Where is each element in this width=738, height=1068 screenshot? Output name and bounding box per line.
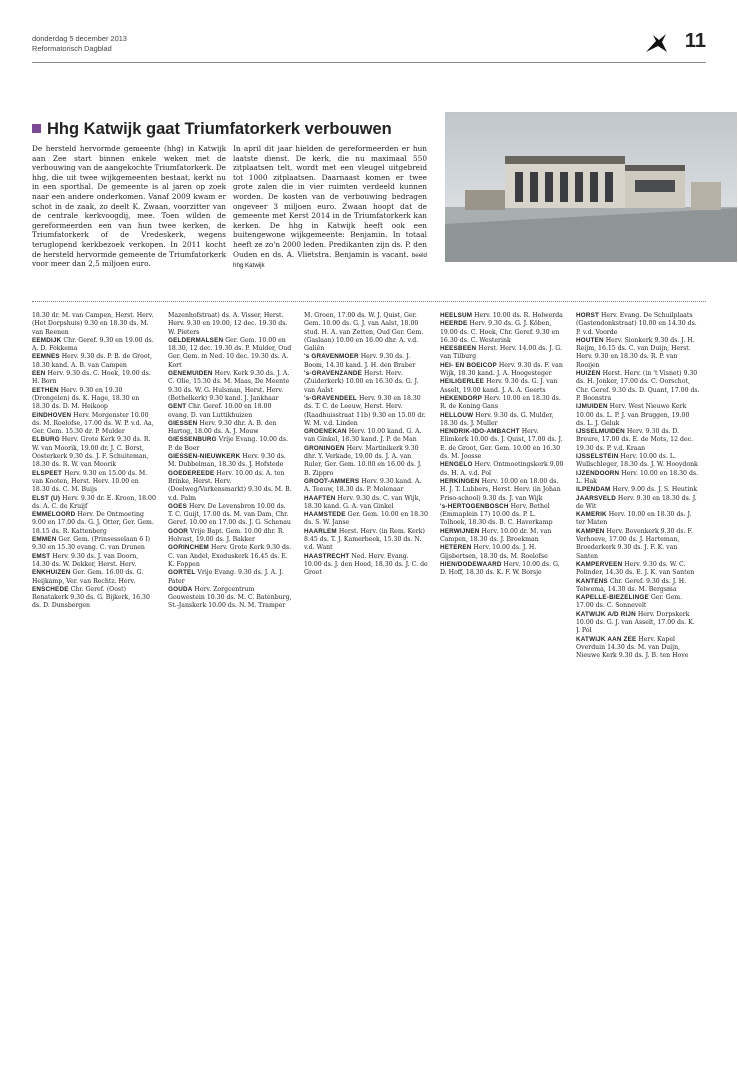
place-name: GELDERMALSEN <box>168 336 224 344</box>
church-rendering-photo <box>445 112 737 262</box>
service-details: Herv. 9.30 ds. J. Boom, 14.30 kand. J. H. den Braber <box>304 353 416 369</box>
listing-column-4 <box>440 312 564 1062</box>
place-name: 's-HERTOGENBOSCH <box>440 502 509 510</box>
section-divider <box>32 301 706 302</box>
service-details: Herv. De Levensbron 10.00 ds. T. C. Guijt, 17.00 ds. M. van Dam, Chr. Geref. 10.00 en 17.00 ds. J. G. Schenau <box>168 502 291 527</box>
service-details: Herv. 9.30 kand. A. A. Teeuw, 18.30 ds. P. Molenaar <box>304 477 422 494</box>
listing-entry <box>576 337 700 370</box>
place-name: HENGELO <box>440 461 473 469</box>
listing-entry <box>304 528 428 553</box>
listing-entry <box>440 320 564 345</box>
listing-entry <box>168 503 292 528</box>
listing-entry <box>440 544 564 561</box>
headline-text: Hhg Katwijk gaat Triumfatorkerk verbouwen <box>47 120 392 138</box>
church-service-listings <box>32 312 707 1062</box>
place-name: GOUDA <box>168 585 193 593</box>
place-name: GIESSENBURG <box>168 436 217 444</box>
service-details: Herv. 9.30 ds. P. B. de Groot, 18.30 kand. A. B. van Campen <box>32 353 153 369</box>
place-name: HERKINGEN <box>440 477 480 485</box>
place-name: KAMPEN <box>576 527 605 535</box>
listing-entry <box>440 378 564 395</box>
place-name: HORST <box>576 312 600 319</box>
listing-entry <box>576 428 700 453</box>
listing-entry <box>440 412 564 429</box>
place-name: EEN <box>32 370 46 378</box>
listing-entry <box>32 337 156 354</box>
service-details: M. Groen, 17.00 ds. W. J. Quist, Ger. Gem. 10.00 ds. G. J. van Aalst, 18.00 stud. H. A. van Zetten, Oud Ger. Gem. (Gaslaan) 10.00 en 16.00 dhr. A. v.d. Galiën <box>304 312 424 353</box>
place-name: KAMERIK <box>576 511 607 519</box>
news-article <box>32 120 712 295</box>
newspaper-name: Reformatorisch Dagblad <box>32 44 112 53</box>
listing-entry <box>32 353 156 370</box>
place-name: HENDRIK-IDO-AMBACHT <box>440 428 520 436</box>
service-details: Herv. Bovenkerk 9.30 ds. F. Verhoeve, 17.00 ds. J. Harteman, Broederkerk 9.30 ds. J. F. K. van Santen <box>576 527 693 560</box>
place-name: HEILIGERLEE <box>440 378 485 386</box>
listing-entry <box>32 569 156 586</box>
listing-entry <box>440 503 564 528</box>
place-name: GORTEL <box>168 569 196 577</box>
service-details: Herv. 10.00 dr. M. van Campen, 18.30 ds. J. Broekman <box>440 527 552 544</box>
listing-entry <box>576 495 700 512</box>
service-details: Herv. Grote Kerk 9.30 ds. C. van Andel, Exoduskerk 16.45 ds. E. K. Foppen <box>168 544 292 568</box>
service-details: Herv. 10.00 ds. R. Holwerda <box>474 312 563 319</box>
service-details: Herst. Herv. (in 't Visnet) 9.30 ds. H. Jonker, 17.00 ds. C. Oorschot, Chr. Geref. 9.30 ds. D. Quant, 17.00 ds. P. Boonstra <box>576 370 700 402</box>
listing-entry <box>576 561 700 578</box>
service-details: Herv. 9.30 ds. F. van Wijk, 18.30 kand. J. A. Hoogesteger <box>440 361 563 378</box>
place-name: ENKHUIZEN <box>32 569 71 577</box>
place-name: ELSPEET <box>32 469 63 477</box>
header-rule <box>32 62 706 63</box>
listing-entry <box>576 470 700 487</box>
listing-entry <box>168 436 292 453</box>
service-details: Herv. 10.00 en 18.30 ds. L. Hak <box>576 469 699 485</box>
place-name: HAAMSTEDE <box>304 511 346 519</box>
place-name: GROOT-AMMERS <box>304 477 360 485</box>
service-details: Herv. 9.30 en 18.30 ds. T. C. de Leeuw, Herst. Herv. (Raadhuisstraat 11b) 9.30 en 15.00 dr. W. M. v.d. Linden <box>304 394 426 427</box>
service-details: Ger. Gem. (Prinsesselaan 6 I) 9.30 en 15.30 evang. C. van Drunen <box>32 536 151 552</box>
service-details: Herv. 10.00 ds. G. D. Hoff, 18.30 ds. K. F. W. Borsje <box>440 560 560 577</box>
place-name: IJSSELMUIDEN <box>576 428 625 436</box>
place-name: 's-GRAVENZANDE <box>304 370 363 378</box>
listing-entry <box>576 511 700 528</box>
place-name: ILPENDAM <box>576 486 611 494</box>
service-details: Herv. De Ontmoeting 9.00 en 17.00 ds. G. J. Otter, Ger. Gem. 18.15 ds. R. Kattenberg <box>32 511 154 535</box>
service-details: Herv. Grote Kerk 9.30 ds. R. W. van Moorik, 19.00 dr. J. C. Borst, Oosterkerk 9.30 ds. J. F. Schuiteman, 18.30 ds. R. W. van Moorik <box>32 436 151 469</box>
place-name: HEERDE <box>440 320 468 328</box>
newspaper-logo-icon <box>644 32 668 54</box>
service-details: Herv. 10.00 en 18.30 ds. J. ter Maten <box>576 511 692 527</box>
place-name: KAPELLE-BIEZELINGE <box>576 594 649 602</box>
listing-entry <box>576 403 700 428</box>
listing-entry <box>576 370 700 403</box>
article-column-2-text: In april dit jaar hielden de gereformeerden er hun laatste dienst. De kerk, die nu maximaal 550 zitplaatsen telt, wordt met een vleugel uitgebreid tot 1000 zitplaatsen. Daarnaast komen er twee grote zalen die in vier ruimten verdeeld kunnen worden. De kosten van de verbouwing bedragen ongeveer 3 miljoen euro. Zwaan hoopt dat de gemeente met Kerst 2014 in de Triumfatorkerk kan kerken. De hhg in Katwijk heeft ook een buitengewone wijkgemeente: Benjamin. In totaal heeft ze zo'n 2000 leden. Predikanten zijn ds. P. den Ouden en ds. A. Vlietstra. Benjamin is vacant. <box>233 144 427 259</box>
service-details: Mazenhofstraat) ds. A. Visser, Herst. Herv. 9.30 en 19.00, 12 dec. 19.30 ds. W. Pieters <box>168 312 288 336</box>
place-name: GENT <box>168 403 187 411</box>
service-details: 18.30 dr. M. van Campen, Herst. Herv. (Het Dorpshuis) 9.30 en 18.30 ds. M. van Reenen <box>32 312 154 336</box>
service-details: Herv. 9.30 ds. C. van Wijk, 18.30 kand. G. A. van Ginkel <box>304 494 421 510</box>
service-details: Herst. Herv. 14.00 ds. J. G. van Tilburg <box>440 345 562 361</box>
service-details: Vrije Evang. 10.00 ds. P. de Boer <box>168 436 289 452</box>
service-details: Ger. Gem. 17.00 ds. C. Sonnevelt <box>576 594 683 610</box>
listing-entry <box>32 412 156 437</box>
place-name: EMMELOORD <box>32 511 76 519</box>
service-details: Herv. Evang. De Schuilplaats (Gastendonkstraat) 10.00 en 14.30 ds. P. v.d. Voorde <box>576 312 697 336</box>
listing-entry <box>168 528 292 545</box>
service-details: Ned. Herv. Evang. 10.00 ds. J. den Hoed, 18.30 ds. J. C. de Groot <box>304 552 428 577</box>
listing-entry <box>576 453 700 470</box>
listing-column-5 <box>576 312 700 1062</box>
service-details: Herv. Elimkerk 10.00 ds. J. Quist, 17.00 ds. J. E. de Groot, Ger. Gem. 10.00 en 16.30 ds. M. Joosse <box>440 428 563 461</box>
listing-column-1 <box>32 312 156 1062</box>
service-details: Ger. Gem. 10.00 en 18.30 ds. S. W. Janse <box>304 511 428 527</box>
listing-entry <box>32 312 156 337</box>
service-details: Herst. Herv. (in Rem. Kerk) 8.45 ds. T. J. Kamerbeek, 15.30 ds. N. v.d. Want <box>304 527 425 552</box>
listing-entry <box>576 594 700 611</box>
service-details: Herv. 9.30 en 18.30 ds. J. de Wit <box>576 494 697 510</box>
listing-entry <box>304 428 428 445</box>
service-details: Chr. Geref. 9.30 en 19.00 ds. A. D. Fokkema <box>32 336 154 353</box>
listing-entry <box>304 478 428 495</box>
place-name: HOUTEN <box>576 336 604 344</box>
service-details: Herv. 9.00 ds. J. S. Heutink <box>612 486 698 494</box>
service-details: Herv. Sionkerk 9.30 ds. J. H. Reijm, 16.15 ds. C. van Duijn, Herst. Herv. 9.30 en 18.30 ds. R. P. van Rooijen <box>576 336 695 369</box>
service-details: Herv. 10.00 ds. A. ten Brinke, Herst. Herv. (Doelweg/Varkensmarkt) 9.30 ds. M. B. v.d. Palm <box>168 469 292 502</box>
listing-entry <box>304 511 428 528</box>
place-name: KATWIJK AAN ZEE <box>576 635 637 643</box>
photo-credit: beeld hhg Katwijk <box>233 251 427 270</box>
place-name: HEELSUM <box>440 312 473 319</box>
place-name: GROENEKAN <box>304 428 347 436</box>
service-details: Chr. Geref. 9.30 ds. J. H. Telwema, 14.30 ds. M. Bergsma <box>576 577 687 593</box>
place-name: EMMEN <box>32 536 57 544</box>
listing-entry <box>440 478 564 503</box>
listing-entry <box>168 312 292 337</box>
service-details: Herv. 10.00 kand. G. A. van Ginkel, 18.30 kand. J. P. de Man <box>304 428 422 444</box>
service-details: Herv. 9.30 ds. M. Dubbelman, 18.30 ds. J. Hofstede <box>168 453 286 469</box>
service-details: Herv. 10.00 ds. J. H. Gijsbertsen, 18.30 ds. M. Roelofse <box>440 544 548 560</box>
place-name: HERWIJNEN <box>440 527 480 535</box>
listing-entry <box>32 470 156 495</box>
listing-entry <box>32 387 156 412</box>
service-details: Herv. Dorpskerk 10.00 ds. G. J. van Asselt, 17.00 ds. K. J. Pol <box>576 610 695 635</box>
place-name: HAARLEM <box>304 527 337 535</box>
listing-entry <box>440 362 564 379</box>
service-details: Herv. 9.30 ds. J. van Doorn, 14.30 ds. W. Dekker, Herst. Herv. <box>32 552 139 568</box>
service-details: Herv. 9.30 ds. C. Hoek, 19.00 ds. H. Born <box>32 370 151 386</box>
place-name: GIESSEN <box>168 419 198 427</box>
article-headline <box>32 120 392 139</box>
listing-entry <box>576 528 700 561</box>
listing-column-3 <box>304 312 428 1062</box>
service-details: Herv. Kapel Overduin 14.30 ds. M. van Duijn, Nieuwe Kerk 9.30 ds. J. B. ten Hove <box>576 635 689 660</box>
service-details: Herv. Martinikerk 9.30 dhr. Y. Verkade, 19.00 ds. J. A. van Ruler, Ger. Gem. 10.00 en 16.00 ds. J. B. Zippro <box>304 444 422 477</box>
listing-entry <box>304 353 428 370</box>
listing-entry <box>32 553 156 570</box>
service-details: Herv. 10.00 ds. L. Wullschleger, 18.30 ds. J. W. Hooydonk <box>576 453 698 469</box>
service-details: Herst. Herv. (Zuiderkerk) 10.00 en 16.30 ds. G. J. van Aalst <box>304 370 419 394</box>
place-name: HEESBEEN <box>440 345 477 353</box>
place-name: KAMPERVEEN <box>576 560 623 568</box>
service-details: Herv. 9.30 en 15.00 ds. M. van Kooten, Herst. Herv. 10.00 en 18.30 ds. C. M. Buijs <box>32 469 148 494</box>
listing-entry <box>32 511 156 536</box>
service-details: Herv. 9.30 ds. G. J. van Asselt, 19.00 kand. J. A. A. Geerts <box>440 378 558 394</box>
service-details: Herv. Zorgcentrum Gouwestein 10.30 ds. M. C. Batenburg, St.-Janskerk 10.00 ds. N. M. Tramper <box>168 585 292 610</box>
listing-entry <box>440 345 564 362</box>
listing-entry <box>168 403 292 420</box>
listing-entry <box>440 395 564 412</box>
place-name: KANTENS <box>576 577 608 585</box>
listing-entry <box>576 636 700 661</box>
service-details: Herv. 10.00 en 18.30 ds. R. de Koning Gans <box>440 394 561 411</box>
listing-entry <box>304 495 428 512</box>
listing-entry <box>168 453 292 470</box>
place-name: GIESSEN-NIEUWKERK <box>168 453 241 461</box>
listing-entry <box>576 312 700 337</box>
service-details: Vrije Evang. 9.30 ds. J. A. J. Pater <box>168 569 284 585</box>
place-name: HAASTRECHT <box>304 552 350 560</box>
listing-entry <box>576 486 700 494</box>
place-name: EEMNES <box>32 353 60 361</box>
place-name: HAAFTEN <box>304 494 336 502</box>
place-name: GOES <box>168 502 187 510</box>
page-header <box>32 30 706 64</box>
listing-entry <box>32 586 156 611</box>
place-name: GOOR <box>168 527 189 535</box>
service-details: Herv. Kerk 9.30 ds. J. A. C. Olie, 15.30 ds. M. Maas, De Meente 9.30 ds. W. G. Hulsman, Herst. Herv. (Bethelkerk) 9.30 kand. J. Jankhaar <box>168 370 290 402</box>
place-name: GRONINGEN <box>304 444 345 452</box>
place-name: HIEN/DODEWAARD <box>440 560 502 568</box>
listing-entry <box>576 611 700 636</box>
place-name: IJMUIDEN <box>576 403 608 411</box>
place-name: ENSCHEDE <box>32 585 69 593</box>
listing-entry <box>32 436 156 469</box>
listing-entry <box>304 395 428 428</box>
place-name: HELLOUW <box>440 411 474 419</box>
place-name: EEMDIJK <box>32 336 62 344</box>
service-details: Herv. 9.30 ds. G. Mulder, 18.30 ds. J. Muller <box>440 411 554 427</box>
service-details: Herv. 9.30 ds. G. J. Köben, 19.00 ds. C. Hoek, Chr. Geref. 9.30 en 16.30 ds. C. Westerink <box>440 320 560 344</box>
listing-entry <box>168 586 292 611</box>
listing-entry <box>168 470 292 503</box>
place-name: IJZENDOORN <box>576 469 620 477</box>
listing-entry <box>32 495 156 512</box>
service-details: Herv. 9.30 en 19.30 (Drongelen) ds. K. Hage, 18.30 en 18.30 ds. D. M. Heikoop <box>32 386 140 411</box>
place-name: 's-GRAVENDEEL <box>304 394 357 402</box>
service-details: Chr. Geref. (Oost) Renatakerk 9.30 ds. G. Bijkerk, 16.30 ds. D. Dunsbergen <box>32 585 150 610</box>
place-name: GOEDEREEDE <box>168 469 215 477</box>
listing-entry <box>32 536 156 553</box>
place-name: IJSSELSTEIN <box>576 453 619 461</box>
listing-entry <box>304 553 428 578</box>
listing-entry <box>440 312 564 320</box>
service-details: Herv. 9.30 dhr. A. B. den Hartog, 18.00 ds. A. J. Mouw <box>168 419 277 436</box>
listing-entry <box>32 370 156 387</box>
listing-entry <box>440 461 564 478</box>
place-name: GORINCHEM <box>168 544 209 552</box>
service-details: Herv. Morgenster 10.00 ds. M. Roelofse, 17.00 ds. W. P. v.d. Aa, Ger. Gem. 15.30 dr. P. Mulder <box>32 411 154 436</box>
service-details: Herv. 9.30 dr. E. Kroon, 18.00 ds. A. C. de Kruijf <box>32 494 156 510</box>
listing-entry <box>168 370 292 403</box>
listing-entry <box>440 561 564 578</box>
service-details: Herv. Ontmoetingskerk 9.00 ds. H. A. v.d. Pol <box>440 461 564 477</box>
place-name: HEKENDORP <box>440 394 483 402</box>
service-details: Herv. 9.30 ds. W. C. Polinder, 14.30 ds. E. J. K. van Santen <box>576 560 695 577</box>
place-name: EINDHOVEN <box>32 411 72 419</box>
place-name: EMST <box>32 552 51 560</box>
service-details: Herv. Bethel (Emmaplein 17) 10.00 ds. P. L. Tolhoek, 18.30 ds. B. C. Haverkamp <box>440 502 553 527</box>
listing-column-2 <box>168 312 292 1062</box>
listing-entry <box>168 544 292 569</box>
listing-entry <box>304 445 428 478</box>
place-name: JAARSVELD <box>576 494 616 502</box>
service-details: Herv. West Nieuwe Kerk 10.00 ds. L. P. J. van Bruggen, 19.00 ds. L. J. Geluk <box>576 403 690 427</box>
page-number: 11 <box>684 30 706 52</box>
listing-entry <box>576 578 700 595</box>
place-name: ELBURG <box>32 436 60 444</box>
service-details: Herv. 9.30 ds. D. Breure, 17.00 ds. E. de Mots, 12 dec. 19.30 ds. P. v.d. Kraan <box>576 428 694 452</box>
place-name: EETHEN <box>32 386 59 394</box>
service-details: Ger. Gem. 16.00 ds. G. Heijkamp, Ver. van Rechtz. Herv. <box>32 569 144 585</box>
service-details: Herv. 10.00 en 18.00 ds. H. J. T. Lubbers, Herst. Herv. (in Johan Friso-school) 9.30 ds. J. van Wijk <box>440 477 561 502</box>
place-name: HUIZEN <box>576 370 601 378</box>
place-name: KATWIJK A/D RIJN <box>576 610 636 618</box>
place-name: 's GRAVENMOER <box>304 353 359 361</box>
place-name: GENEMUIDEN <box>168 370 213 378</box>
place-name: HEI- EN BOEICOP <box>440 361 497 369</box>
headline-marker-icon <box>32 124 41 133</box>
place-name: HETEREN <box>440 544 472 552</box>
listing-entry <box>440 428 564 461</box>
listing-entry <box>168 337 292 370</box>
service-details: Ger. Gem. 10.00 en 18.30, 12 dec. 19.30 ds. P. Mulder, Oud Ger. Gem. in Ned. 10 dec. 19.30 ds. A. Kort <box>168 336 292 369</box>
listing-entry <box>304 312 428 353</box>
service-details: Chr. Geref. 10.00 en 18.00 evang. D. van Luttikhuizen <box>168 403 272 419</box>
listing-entry <box>304 370 428 395</box>
service-details: Vrije Bapt. Gem. 10.00 dhr. R. Holvast, 19.00 ds. J. Bakker <box>168 527 285 544</box>
place-name: ELST (U) <box>32 494 61 502</box>
issue-date: donderdag 5 december 2013 <box>32 34 127 43</box>
article-column-1: De hersteld hervormde gemeente (hhg) in Katwijk aan Zee start binnen enkele weken met de verbouwing van de aangekochte Triumfatorkerk. De hhg, die uit twee wijkgemeenten bestaat, kerkt nu in een sporthal. De gemeente is al jaren op zoek naar een andere onderkomen. Vanaf 2009 kwam er schot in de zaak, zo deelt K. Zwaan, voorzitter van de centrale kerkvoogdij, mee. Toen wilden de gereformeerden een van hun twee kerken, de Triumfatorkerk of de Vredeskerk, wegens teruglopend kerkbezoek verkopen. In 2011 kocht de hersteld hervormde gemeente de Triumfatorkerk voor meer dan 2,5 miljoen euro. <box>32 144 226 269</box>
listing-entry <box>168 420 292 437</box>
listing-entry <box>440 528 564 545</box>
listing-entry <box>168 569 292 586</box>
article-column-2 <box>233 144 427 271</box>
